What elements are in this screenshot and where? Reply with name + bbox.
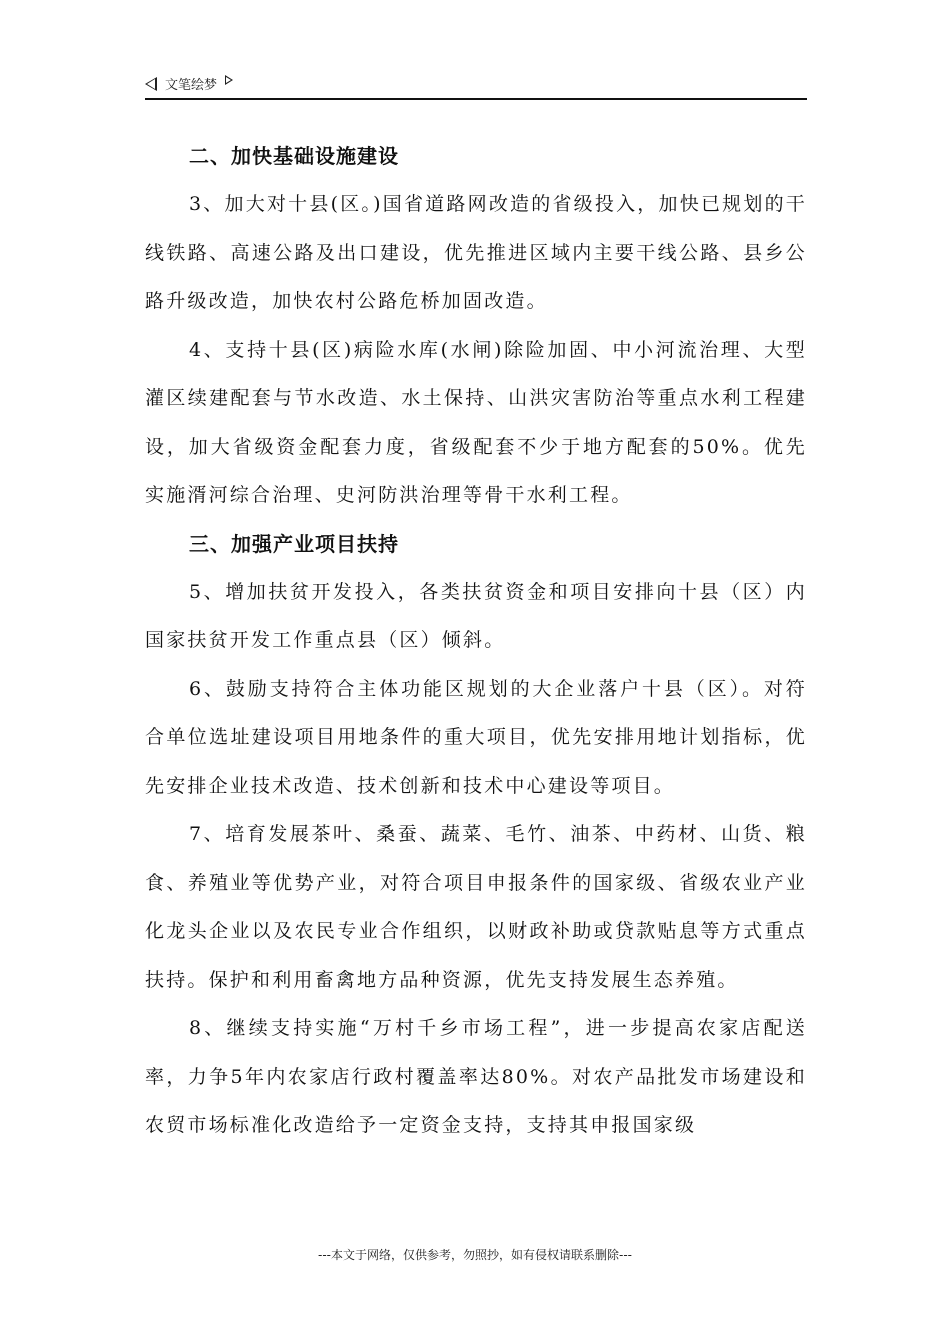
- document-body: [145, 132, 807, 1150]
- page-header: [145, 72, 807, 100]
- triangle-right-icon: [225, 75, 233, 85]
- section-heading: 三、加强产业项目扶持: [189, 531, 399, 556]
- paragraph: 4、支持十县(区)病险水库(水闸)除险加固、中小河流治理、大型灌区续建配套与节水改造、水土保持、山洪灾害防治等重点水利工程建设，加大省级资金配套力度，省级配套不少于地方配套的50%。优先实施湑河综合治理、史河防洪治理等骨干水利工程。: [145, 338, 807, 506]
- header-brand: [145, 74, 233, 93]
- paragraph: 6、鼓励支持符合主体功能区规划的大企业落户十县（区）。对符合单位选址建设项目用地条件的重大项目，优先安排用地计划指标，优先安排企业技术改造、技术创新和技术中心建设等项目。: [145, 677, 807, 797]
- paragraph: 5、增加扶贫开发投入，各类扶贫资金和项目安排向十县（区）内国家扶贫开发工作重点县（区）倾斜。: [145, 580, 807, 651]
- header-title: 文笔绘梦: [165, 78, 218, 93]
- paragraph: 3、加大对十县(区。)国省道路网改造的省级投入，加快已规划的干线铁路、高速公路及出口建设，优先推进区域内主要干线公路、县乡公路升级改造，加快农村公路危桥加固改造。: [145, 193, 807, 312]
- section-heading: 二、加快基础设施建设: [189, 144, 399, 168]
- triangle-left-icon: [145, 77, 157, 91]
- paragraph: 7、培育发展茶叶、桑蚕、蔬菜、毛竹、油茶、中药材、山货、粮食、养殖业等优势产业，对符合项目申报条件的国家级、省级农业产业化龙头企业以及农民专业合作组织，以财政补助或贷款贴息等方式重点扶持。保护和利用畜禽地方品种资源，优先支持发展生态养殖。: [145, 823, 807, 991]
- paragraph: 8、继续支持实施“万村千乡市场工程”，进一步提高农家店配送率，力争5年内农家店行政村覆盖率达80%。对农产品批发市场建设和农贸市场标准化改造给予一定资金支持，支持其申报国家级: [145, 1017, 807, 1136]
- footer-disclaimer: ---本文于网络，仅供参考，勿照抄，如有侵权请联系删除---: [318, 1248, 632, 1262]
